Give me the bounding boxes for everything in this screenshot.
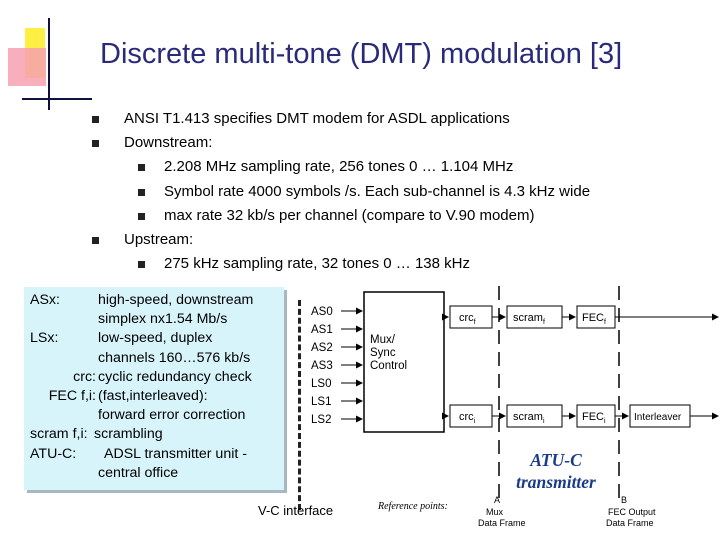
input-label-as1: AS1: [311, 324, 333, 336]
scram-fast-sub: f: [542, 319, 545, 326]
crc-fast-sub: f: [473, 319, 476, 326]
legend-row: [24, 406, 284, 425]
mux-frame-label-1: Mux: [486, 507, 504, 517]
legend-row: [24, 445, 284, 464]
bullet-square-icon: [138, 261, 145, 268]
bullet-square-icon: [138, 164, 145, 171]
bullet-text: max rate 32 kb/s per channel (compare to V.90 modem): [164, 206, 535, 224]
fec-frame-label-1: FEC Output: [608, 507, 656, 517]
legend-row: [24, 329, 284, 348]
atu-c-label-line1: ATU-C: [530, 450, 582, 470]
legend-term: LSx:: [30, 330, 59, 347]
bullet-text: 275 kHz sampling rate, 32 tones 0 … 138 kHz: [164, 255, 470, 273]
legend-row: [24, 291, 284, 310]
legend-term: ATU-C:: [30, 445, 77, 462]
bullet-text: ANSI T1.413 specifies DMT modem for ASDL applications: [124, 110, 510, 127]
bullet-square-icon: [138, 213, 145, 220]
scram-interleaved-label: scram: [513, 411, 543, 423]
bullet-item: [88, 180, 708, 204]
svg-text:FECi: [582, 411, 606, 425]
legend-row: [24, 464, 284, 483]
interleaver-label: Interleaver: [634, 412, 682, 423]
fast-path: [444, 306, 718, 328]
slide-title: Discrete multi-tone (DMT) modulation [3]: [100, 38, 623, 70]
bullet-square-icon: [92, 237, 99, 244]
bullet-item: [88, 107, 708, 131]
reference-points-label: Reference points:: [378, 501, 448, 512]
legend-row: [24, 368, 284, 387]
legend-description: forward error correction: [98, 407, 246, 424]
v-c-interface-label: V-C interface: [258, 503, 334, 518]
input-label-ls0: LS0: [311, 378, 332, 390]
bullet-text: Upstream:: [124, 231, 194, 249]
svg-text:scramf: [513, 312, 545, 326]
sync-label: Sync: [370, 347, 396, 359]
legend-row: [24, 425, 284, 444]
legend-row: [24, 310, 284, 329]
scram-interleaved-sub: i: [542, 418, 545, 425]
atu-c-label-line2: transmitter: [516, 472, 596, 492]
fec-fast-sub: f: [604, 319, 606, 326]
interleaved-path: [444, 405, 718, 427]
legend-description: cyclic redundancy check: [98, 368, 252, 385]
legend-row: [24, 387, 284, 406]
svg-text:crcf: [459, 312, 476, 326]
fec-interleaved-sub: i: [604, 418, 606, 425]
atu-c-transmitter-label: [496, 449, 616, 493]
mux-label: Mux/: [370, 334, 395, 346]
legend-description: low-speed, duplex: [98, 330, 213, 347]
bullet-text: Downstream:: [124, 134, 213, 152]
svg-text:scrami: [513, 411, 545, 425]
bullet-text: 2.208 MHz sampling rate, 256 tones 0 … 1.104 MHz: [164, 158, 514, 176]
bullet-square-icon: [138, 189, 145, 196]
title-decoration-vertical-line: [48, 18, 50, 110]
legend-description: scrambling: [94, 426, 163, 443]
legend-description: ADSL transmitter unit -: [104, 445, 247, 462]
bullet-square-icon: [92, 140, 99, 147]
legend-term: crc:: [73, 368, 96, 385]
fec-frame-label-2: Data Frame: [606, 518, 654, 528]
control-label: Control: [370, 360, 408, 372]
legend-term: FEC f,i:: [48, 387, 96, 404]
bullet-square-icon: [92, 116, 99, 123]
legend-description: central office: [98, 464, 179, 481]
legend-term: ASx:: [30, 292, 60, 308]
svg-text:FECf: [582, 312, 606, 326]
mux-frame-label-2: Data Frame: [478, 518, 526, 528]
reference-point-labels: [470, 494, 680, 540]
bullet-list: [88, 107, 708, 276]
bullet-text: Symbol rate 4000 symbols /s. Each sub-channel is 4.3 kHz wide: [164, 182, 591, 200]
input-label-ls1: LS1: [311, 396, 332, 408]
input-label-as3: AS3: [311, 360, 333, 372]
legend-description: high-speed, downstream: [98, 292, 254, 308]
legend-description: channels 160…576 kb/s: [98, 349, 251, 366]
scram-fast-label: scram: [513, 312, 543, 324]
input-label-as0: AS0: [311, 306, 333, 318]
abbreviation-legend: [24, 287, 284, 490]
legend-row: [24, 349, 284, 368]
title-decoration-horizontal-line: [22, 98, 92, 100]
crc-fast-label: crc: [459, 312, 474, 324]
crc-interleaved-label: crc: [459, 411, 474, 423]
ref-point-b: B: [621, 495, 628, 505]
bullet-item: [88, 204, 708, 228]
input-label-as2: AS2: [311, 342, 333, 354]
title-decoration-pink: [8, 48, 46, 86]
svg-text:crci: [459, 411, 476, 425]
bullet-item: [88, 155, 708, 179]
bullet-item: [88, 228, 708, 252]
fec-fast-label: FEC: [582, 312, 604, 324]
legend-term: scram f,i:: [30, 426, 88, 443]
legend-description: (fast,interleaved):: [98, 387, 208, 404]
crc-interleaved-sub: i: [473, 418, 476, 425]
fec-interleaved-label: FEC: [582, 411, 604, 423]
bullet-item: [88, 131, 708, 155]
bullet-item: [88, 252, 708, 276]
legend-description: simplex nx1.54 Mb/s: [98, 311, 228, 328]
ref-point-a: A: [494, 495, 501, 505]
input-label-ls2: LS2: [311, 414, 332, 426]
